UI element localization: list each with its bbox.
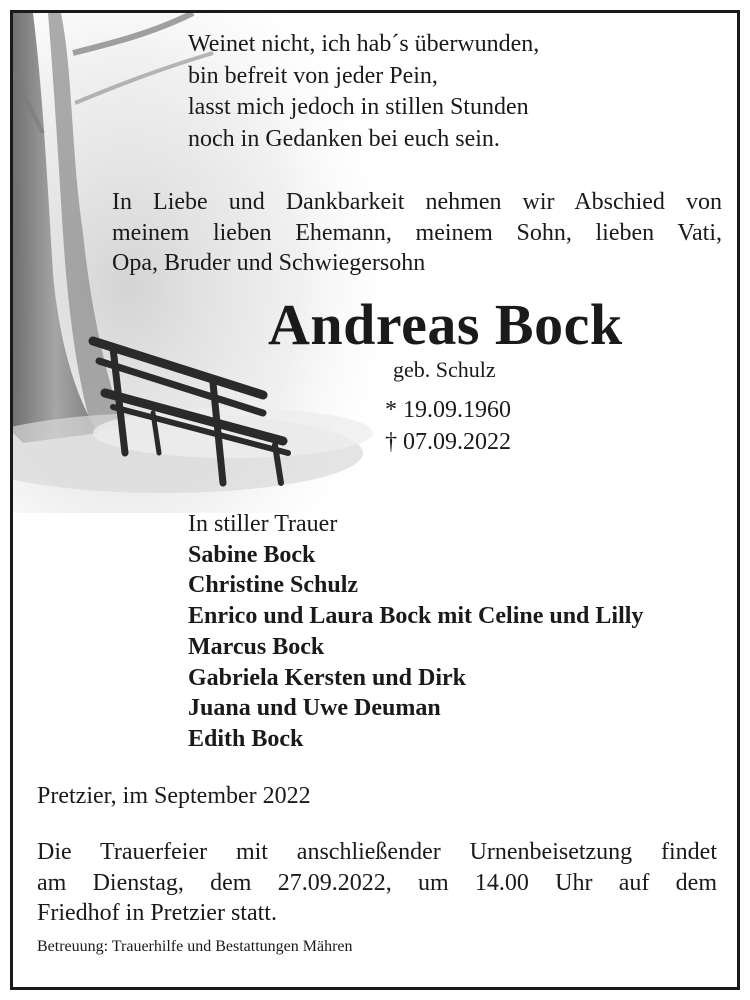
mourner-name: Marcus Bock <box>188 633 325 660</box>
mourner-name: Sabine Bock <box>188 541 316 568</box>
poem <box>188 29 539 155</box>
mourner-name: Juana und Uwe Deuman <box>188 695 441 722</box>
birth-date: * 19.09.1960 <box>385 397 511 423</box>
mourners-list <box>188 509 643 755</box>
farewell-line: meinem lieben Ehemann, meinem Sohn, lieben Vati, <box>112 219 722 246</box>
funeral-line: Friedhof in Pretzier statt. <box>37 900 277 926</box>
mourner-name: Gabriela Kersten und Dirk <box>188 664 467 691</box>
mourner-name: Enrico und Laura Bock mit Celine und Lilly <box>188 603 644 630</box>
poem-line: Weinet nicht, ich hab´s überwunden, <box>188 31 540 57</box>
mourners-heading: In stiller Trauer <box>188 511 338 537</box>
funeral-details <box>37 837 717 929</box>
farewell-line: In Liebe und Dankbarkeit nehmen wir Abschied von <box>112 189 722 215</box>
mourner-name: Edith Bock <box>188 725 304 752</box>
funeral-line: am Dienstag, dem 27.09.2022, um 14.00 Uhr auf dem <box>37 869 717 896</box>
farewell-line: Opa, Bruder und Schwiegersohn <box>112 250 426 276</box>
farewell-text <box>112 187 722 279</box>
poem-line: noch in Gedanken bei euch sein. <box>188 125 500 152</box>
death-date: † 07.09.2022 <box>385 429 511 455</box>
obituary-frame <box>10 10 740 990</box>
birth-name: geb. Schulz <box>393 357 496 382</box>
mourner-name: Christine Schulz <box>188 572 359 599</box>
poem-line: lasst mich jedoch in stillen Stunden <box>188 94 529 120</box>
funeral-line: Die Trauerfeier mit anschließender Urnenbeisetzung findet <box>37 839 717 865</box>
poem-line: bin befreit von jeder Pein, <box>188 62 438 89</box>
place-and-date: Pretzier, im September 2022 <box>37 783 311 809</box>
deceased-name: Andreas Bock <box>268 292 623 357</box>
funeral-home-credit: Betreuung: Trauerhilfe und Bestattungen Mähren <box>37 938 353 955</box>
